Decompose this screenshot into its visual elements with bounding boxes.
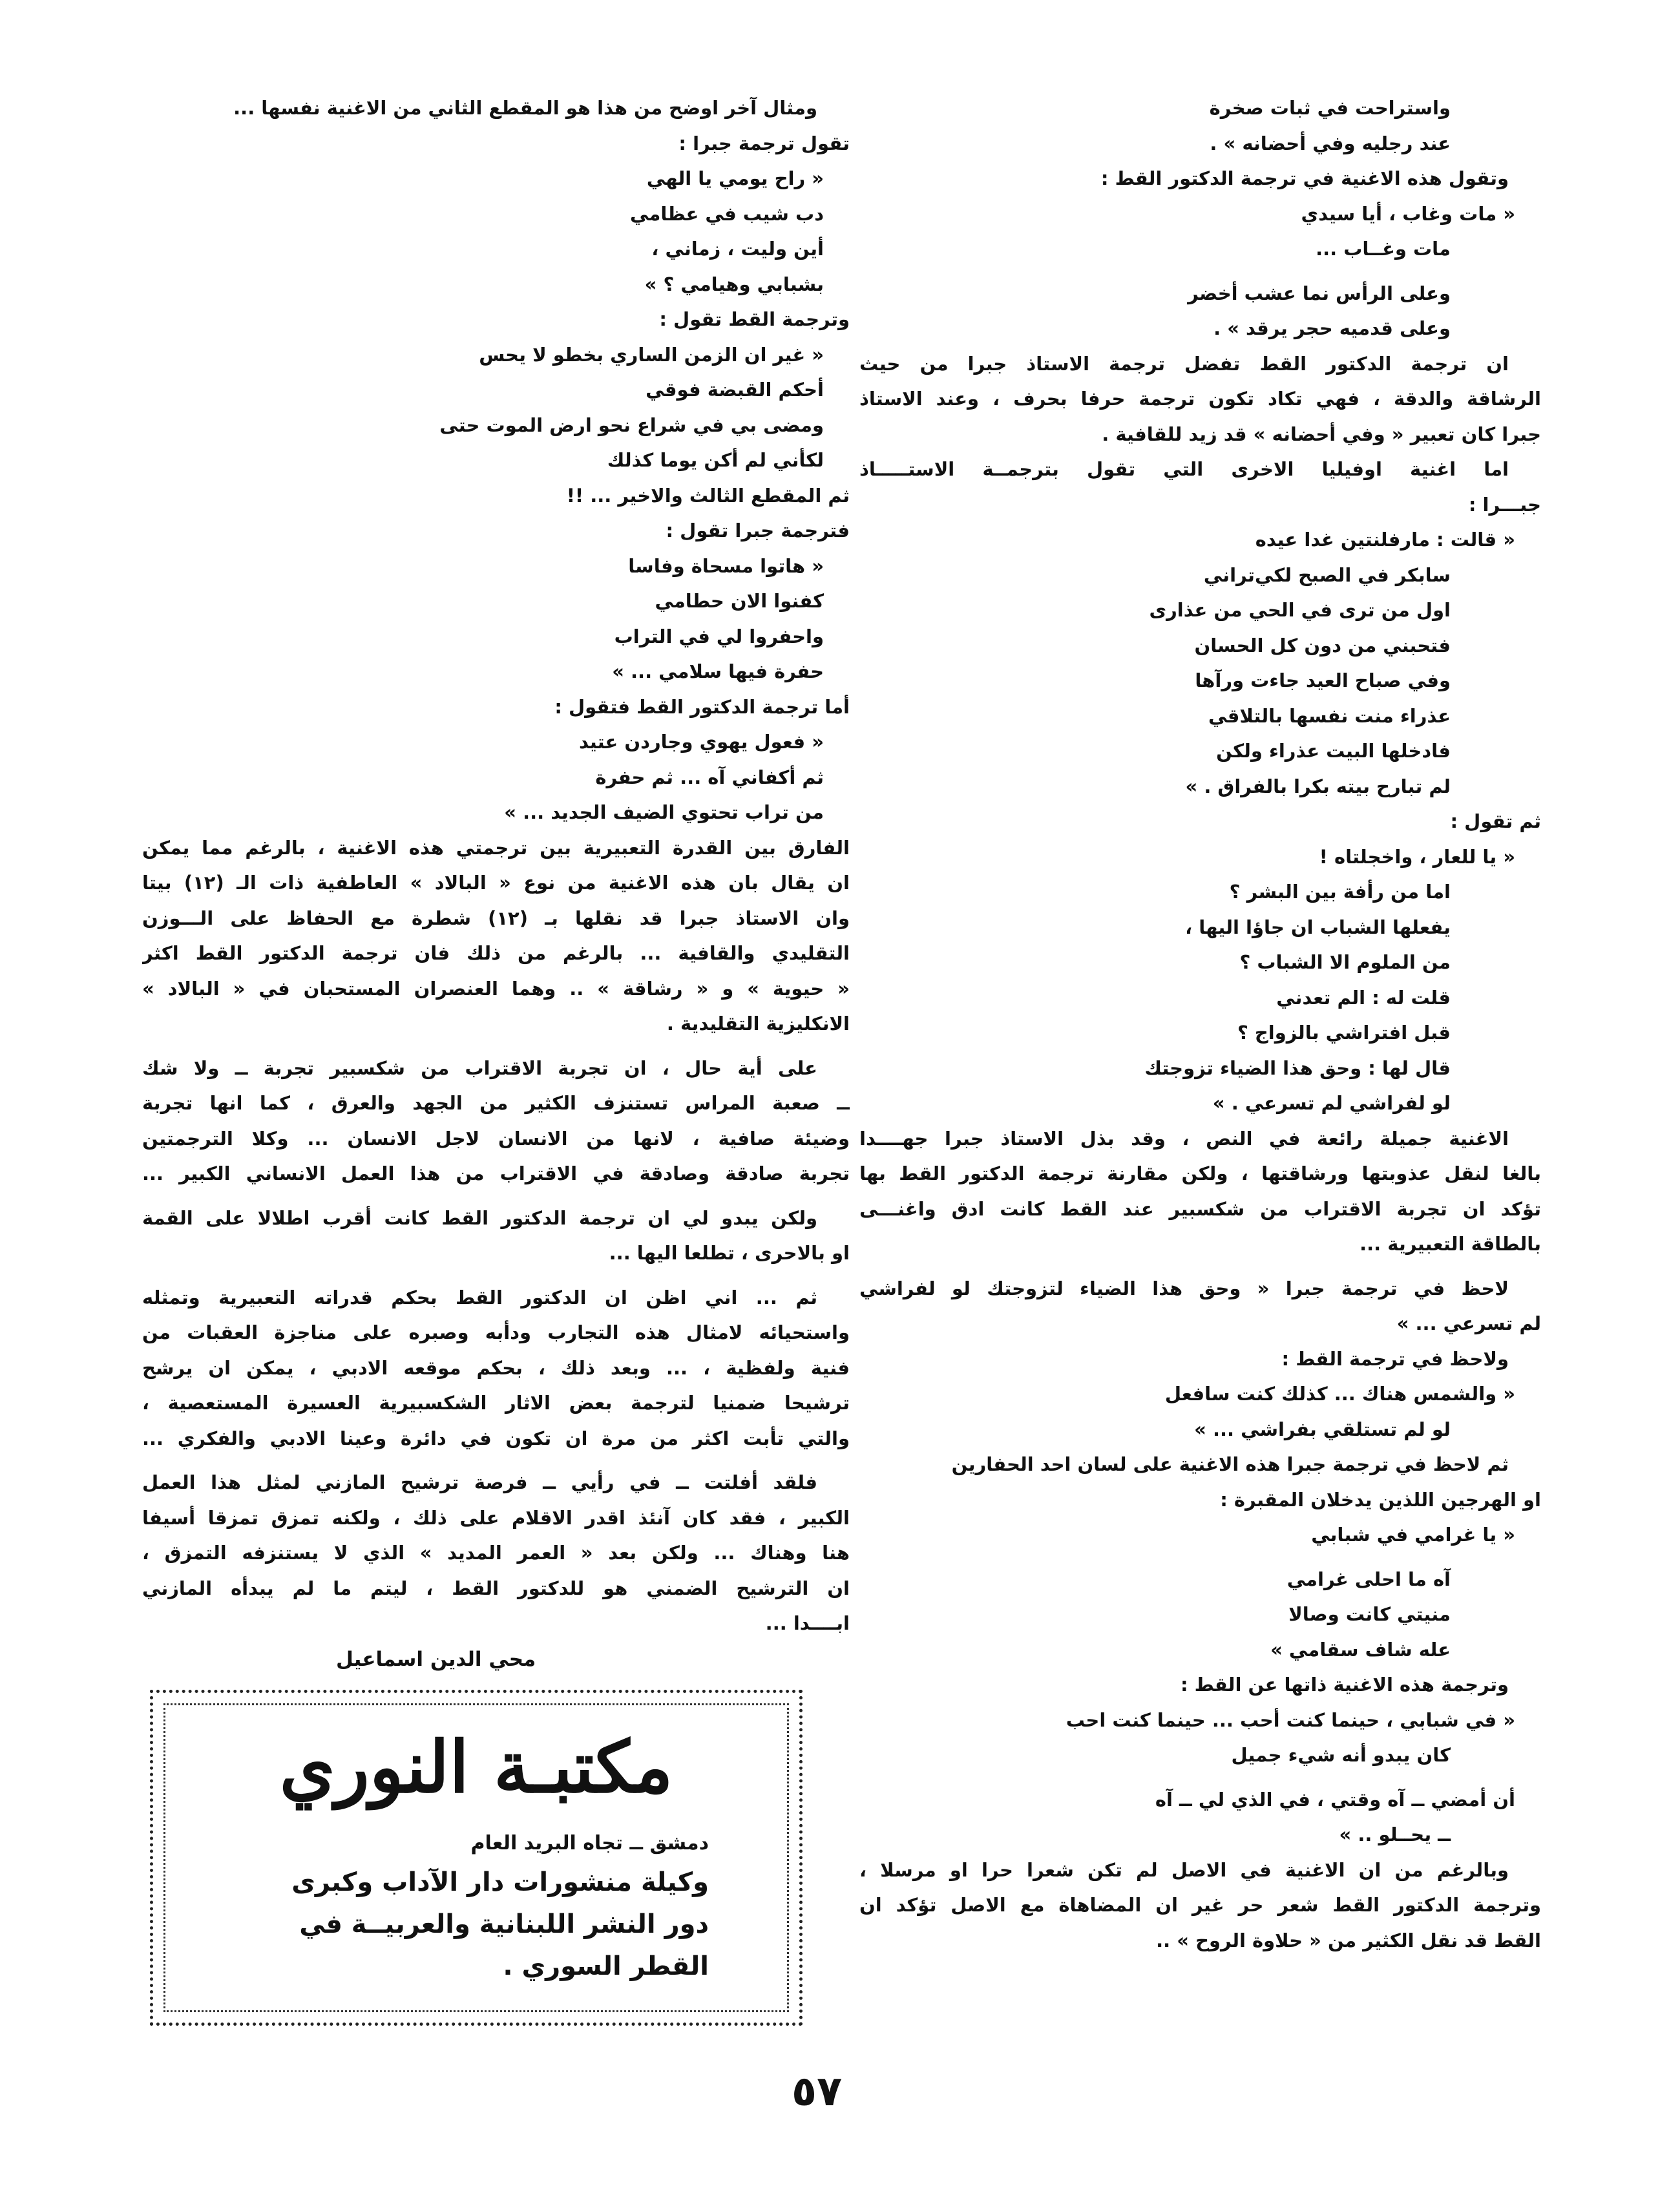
- text-line: لاحظ في ترجمة جبرا « وحق هذا الضياء لتزوجتك لو لفراشي: [859, 1277, 1509, 1299]
- text-line: دب شيب في عظامي: [630, 202, 824, 225]
- text-line: كان يبدو أنه شيء جميل: [1231, 1744, 1451, 1766]
- text-line: واستحيائه لامثال هذه التجارب ودأبه وصبره على مناجزة العقبات من: [142, 1321, 850, 1343]
- text-line: قلت له : الم تعدني: [1276, 986, 1451, 1009]
- text-line: القط قد نقل الكثير من « حلاوة الروح » ..: [1156, 1929, 1541, 1951]
- text-line: او الهرجين اللذين يدخلان المقبرة :: [1220, 1488, 1541, 1511]
- text-line: وان الاستاذ جبرا قد نقلها بـ (١٢) شطرة مع الحفاظ على الـــوزن: [142, 907, 850, 929]
- text-line: ترشيحا ضمنيا لترجمة بعض الاثار الشكسبيرية العسيرة المستعصية ،: [142, 1392, 850, 1414]
- text-line: الفارق بين القدرة التعبيرية بين ترجمتي هذه الاغنية ، بالرغم مما يمكن: [142, 836, 850, 859]
- text-line: فنية ولفظية ، ... وبعد ذلك ، بحكم موقعه الادبي ، يمكن ان يرشح: [142, 1356, 850, 1379]
- text-line: هنا وهناك ... ولكن بعد « العمر المديد » الذي لا يستنزفه التمزق ،: [142, 1542, 850, 1564]
- text-line: ان يقال بان هذه الاغنية من نوع « البالاد » العاطفية ذات الـ (١٢) بيتا: [142, 872, 850, 894]
- text-line: « يا غرامي في شبابي: [1311, 1524, 1515, 1546]
- text-line: أما ترجمة الدكتور القط فتقول :: [554, 695, 850, 718]
- text-line: « في شبابي ، حينما كنت أحب ... حينما كنت احب: [1066, 1708, 1515, 1731]
- text-line: وترجمة الدكتور القط شعر حر غير ان المضاهاة مع الاصل تؤكد ان: [859, 1894, 1541, 1916]
- text-line: وتقول هذه الاغنية في ترجمة الدكتور القط :: [1100, 167, 1509, 189]
- text-line: « فعول يهوي وجاردن عتيد: [579, 731, 824, 753]
- bookshop-advertisement: [150, 1690, 803, 2026]
- text-line: ومضى بي في شراع نحو ارض الموت حتى: [439, 414, 824, 436]
- text-line: ان الترشيح الضمني هو للدكتور القط ، ليتم ما لم يبدأه المازني: [142, 1577, 850, 1599]
- text-line: عذراء منت نفسها بالتلاقي: [1208, 704, 1451, 727]
- text-line: وبالرغم من ان الاغنية في الاصل لم تكن شعرا حرا او مرسلا ،: [859, 1858, 1509, 1881]
- text-line: وضيئة صافية ، لانها من الانسان لاجل الانسان ... وكلا الترجمتين: [142, 1127, 850, 1150]
- text-line: « والشمس هناك ... كذلك كنت سافعل: [1164, 1383, 1515, 1405]
- text-line: لو لفراشي لم تسرعي . »: [1212, 1092, 1451, 1114]
- text-line: اول من ترى في الحي من عذارى: [1149, 599, 1451, 621]
- text-line: الكبير ، فقد كان آنئذ اقدر الاقلام على ذلك ، ولكنه تمزق تمزقا أسيفا: [142, 1506, 850, 1529]
- text-line: وفي صباح العيد جاءت ورآها: [1195, 669, 1451, 691]
- left-column: [142, 90, 850, 1641]
- text-line: من الملوم الا الشباب ؟: [1239, 951, 1451, 973]
- text-line: ثم تقول :: [1450, 810, 1541, 832]
- text-line: يفعلها الشباب ان جاؤا اليها ،: [1185, 916, 1451, 938]
- text-line: وترجمة هذه الاغنية ذاتها عن القط :: [1180, 1674, 1509, 1696]
- ad-line: وكيلة منشورات دار الآداب وكبرى: [291, 1867, 709, 1897]
- text-line: أحكم القبضة فوقي: [646, 379, 824, 401]
- text-line: « هاتوا مسحاة وفاسا: [628, 554, 824, 577]
- text-line: ثم المقطع الثالث والاخير ... !!: [566, 484, 850, 507]
- text-line: بالغا لنقل عذوبتها ورشاقتها ، ولكن مقارنة ترجمة الدكتور القط بها: [859, 1162, 1541, 1184]
- text-line: لم تسرعي ... »: [1396, 1312, 1541, 1334]
- text-line: فلقد أفلتت ــ في رأيي ــ فرصة ترشيح المازني لمثل هذا العمل: [142, 1471, 817, 1493]
- text-line: اما من رأفة بين البشر ؟: [1229, 881, 1451, 903]
- ad-address: دمشق ــ تجاه البريد العام: [470, 1832, 709, 1855]
- text-line: ان ترجمة الدكتور القط تفضل ترجمة الاستاذ جبرا من حيث: [859, 352, 1509, 375]
- text-line: على أية حال ، ان تجربة الاقتراب من شكسبير تجربة ــ ولا شك: [142, 1056, 817, 1079]
- text-line: تجربة صادقة وصادقة في الاقتراب من هذا العمل الانساني الكبير ...: [142, 1162, 850, 1184]
- text-line: واحفروا لي في التراب: [614, 625, 824, 647]
- text-line: وعلى قدميه حجر يرقد » .: [1213, 317, 1451, 339]
- text-line: قال لها : وحق هذا الضياء تزوجتك: [1144, 1056, 1451, 1079]
- text-line: فترجمة جبرا تقول :: [666, 520, 850, 541]
- text-line: « راح يومي يا الهي: [646, 167, 824, 189]
- ad-line: دور النشر اللبنانية والعربيــة في: [299, 1909, 709, 1939]
- page-number: ٥٧: [792, 2068, 843, 2116]
- text-line: تؤكد ان تجربة الاقتراب من شكسبير عند القط كانت ادق واغنـــى: [859, 1197, 1541, 1220]
- text-line: عند رجليه وفي أحضانه » .: [1210, 132, 1451, 154]
- text-line: التقليدي والقافية ... بالرغم من ذلك فان ترجمة الدكتور القط اكثر: [142, 942, 850, 964]
- text-line: ابــــدا ...: [765, 1612, 850, 1634]
- right-column: [859, 90, 1541, 1958]
- text-line: ولاحظ في ترجمة القط :: [1281, 1347, 1509, 1370]
- text-line: « حيوية » و « رشاقة » .. وهما العنصران المستحبان في « البالاد »: [142, 977, 850, 1000]
- text-line: « مات وغاب ، أيا سيدي: [1301, 202, 1515, 225]
- text-line: الرشاقة والدقة ، فهي تكاد تكون ترجمة حرفا بحرف ، وعند الاستاذ: [859, 388, 1541, 410]
- text-line: ثم ... اني اظن ان الدكتور القط بحكم قدراته التعبيرية وتمثله: [142, 1286, 817, 1309]
- text-line: سابكر في الصبح لكي‌تراني: [1203, 563, 1451, 586]
- text-line: والتي تأبت اكثر من مرة ان تكون في دائرة وعينا الادبي والفكري ...: [142, 1427, 850, 1449]
- text-line: ــ يحــلو .. »: [1339, 1824, 1451, 1845]
- text-line: الاغنية جميلة رائعة في النص ، وقد بذل الاستاذ جبرا جهــــدا: [859, 1127, 1509, 1150]
- text-line: منيتي كانت وصالا: [1288, 1603, 1451, 1625]
- text-line: مات وغــاب ...: [1316, 238, 1451, 260]
- text-line: « يا للعار ، واخجلتاه !: [1319, 845, 1515, 868]
- text-line: بالطاقة التعبيرية ...: [1360, 1233, 1541, 1255]
- text-line: فتحبني من دون كل الحسان: [1194, 634, 1451, 657]
- text-line: كفنوا الان حطامي: [655, 590, 824, 612]
- text-line: « غير ان الزمن الساري بخطو لا يحس: [479, 343, 824, 366]
- text-line: « قالت : مارفلنتين غدا عيده: [1255, 529, 1515, 551]
- text-line: لكأني لم أكن يوما كذلك: [607, 449, 824, 471]
- text-line: ثم أكفاني آه ... ثم حفرة: [595, 766, 824, 788]
- text-line: فادخلها البيت عذراء ولكن: [1216, 740, 1451, 762]
- text-line: لم تبارح بيته بكرا بالفراق . »: [1185, 775, 1451, 797]
- text-line: بشبابي وهيامي ؟ »: [644, 273, 824, 295]
- text-line: ولكن يبدو لي ان ترجمة الدكتور القط كانت أقرب اطلالا على القمة: [142, 1206, 817, 1229]
- text-line: جبـــرا :: [1468, 493, 1541, 516]
- author-signature: محي الدين اسماعيل: [336, 1648, 536, 1671]
- text-line: قبل افتراشي بالزواج ؟: [1237, 1022, 1451, 1044]
- text-line: حفرة فيها سلامي ... »: [612, 660, 824, 682]
- ad-line: القطر السوري .: [503, 1951, 709, 1981]
- text-line: وعلى الرأس نما عشب أخضر: [1188, 282, 1451, 304]
- text-line: وترجمة القط تقول :: [659, 308, 850, 330]
- text-line: عله شاف سقامي »: [1270, 1638, 1451, 1661]
- text-line: آه ما احلى غرامي: [1286, 1568, 1451, 1590]
- text-line: جبرا كان تعبير « وفي أحضانه » قد زيد للقافية .: [1102, 423, 1541, 445]
- text-line: ثم لاحظ في ترجمة جبرا هذه الاغنية على لسان احد الحفارين: [951, 1453, 1509, 1475]
- text-line: اما اغنية اوفيليا الاخرى التي تقول بترجمــة الاستـــــاذ: [859, 458, 1509, 480]
- ad-title: مكتبـة النوري: [279, 1725, 673, 1809]
- text-line: أين وليت ، زماني ،: [651, 238, 824, 260]
- text-line: الانكليزية التقليدية .: [666, 1013, 850, 1035]
- text-line: واستراحت في ثبات صخرة: [1209, 97, 1451, 119]
- text-line: ومثال آخر اوضح من هذا هو المقطع الثاني من الاغنية نفسها ...: [233, 97, 817, 119]
- text-line: او بالاحرى ، تطلعا اليها ...: [609, 1242, 850, 1264]
- text-line: لو لم تستلقي بفراشي ... »: [1194, 1418, 1451, 1440]
- text-line: تقول ترجمة جبرا :: [678, 132, 850, 154]
- text-line: من تراب تحتوي الضيف الجديد ... »: [504, 801, 824, 823]
- text-line: أن أمضي ــ آه وقتي ، في الذي لي ــ آه: [1155, 1788, 1515, 1811]
- text-line: ــ صعبة المراس تستنزف الكثير من الجهد والعرق ، كما انها تجربة: [142, 1092, 850, 1114]
